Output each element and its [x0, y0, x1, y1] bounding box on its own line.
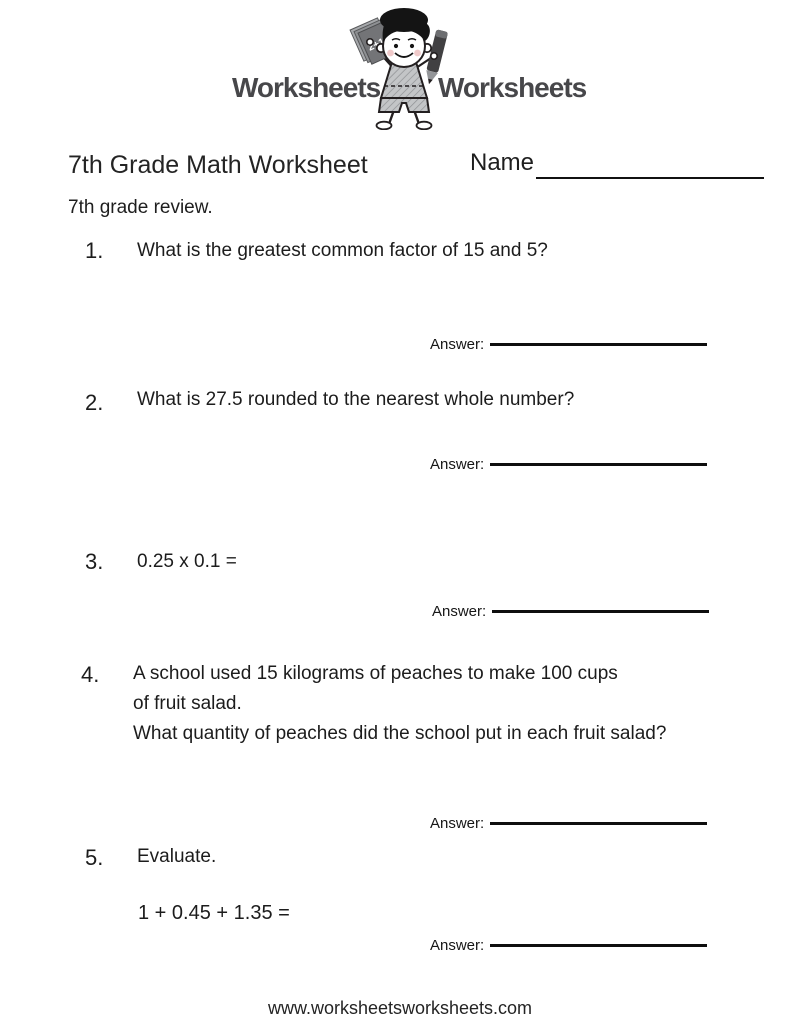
page-title: 7th Grade Math Worksheet [68, 151, 368, 179]
question-4-text-line-3: What quantity of peaches did the school put in each fruit salad? [133, 723, 667, 744]
question-2-answer-line [490, 463, 707, 466]
footer-website-url: www.worksheetsworksheets.com [267, 998, 533, 1018]
question-5-text: Evaluate. [137, 846, 217, 867]
question-4-text-line-2: of fruit salad. [133, 693, 242, 714]
question-5-answer-line [490, 944, 707, 947]
question-3-answer-label: Answer: [432, 603, 487, 620]
question-3-text: 0.25 x 0.1 = [137, 551, 237, 572]
question-1-answer-label: Answer: [430, 336, 485, 353]
question-1-number: 1. [85, 238, 104, 263]
question-3-answer-line [492, 610, 709, 613]
question-3-number: 3. [85, 549, 104, 574]
question-1-answer-line [490, 343, 707, 346]
worksheet-subtitle: 7th grade review. [68, 197, 213, 218]
question-1-text: What is the greatest common factor of 15 and 5? [137, 240, 548, 261]
logo-kid-illustration [348, 6, 458, 130]
question-5-number: 5. [85, 845, 104, 870]
name-fill-line [536, 153, 764, 179]
logo-word-right: Worksheets [438, 72, 587, 103]
name-label: Name [470, 149, 535, 176]
logo-word-left: Worksheets [232, 72, 381, 103]
question-2-number: 2. [85, 390, 104, 415]
question-5-expression: 1 + 0.45 + 1.35 = [138, 902, 290, 924]
question-2-answer-label: Answer: [430, 456, 485, 473]
question-5-answer-label: Answer: [430, 937, 485, 954]
question-4-answer-line [490, 822, 707, 825]
question-4-number: 4. [81, 662, 100, 687]
question-4-text-line-1: A school used 15 kilograms of peaches to make 100 cups [133, 663, 618, 684]
question-4-answer-label: Answer: [430, 815, 485, 832]
question-2-text: What is 27.5 rounded to the nearest whole number? [137, 389, 575, 410]
